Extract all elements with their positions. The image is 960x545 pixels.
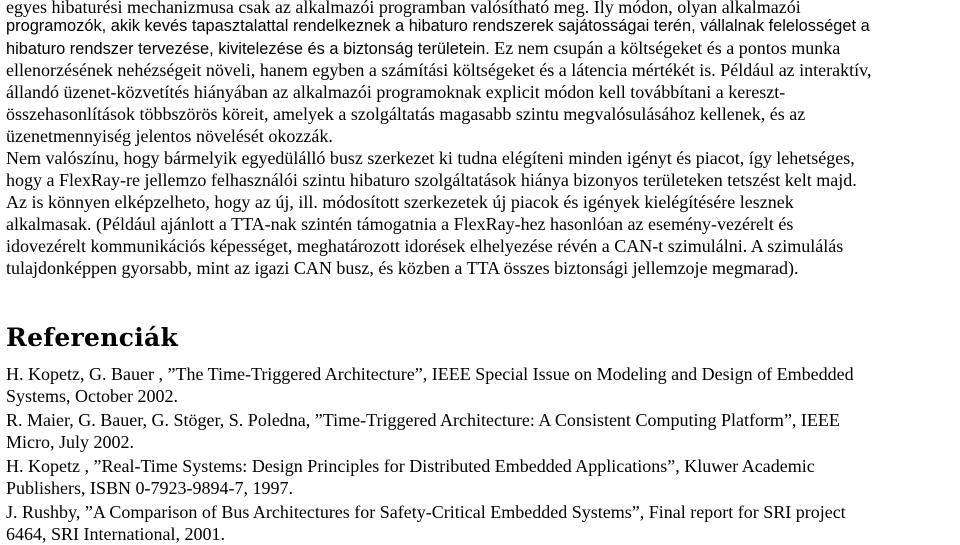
- body-line-7: üzenetmennyiség jelentos növelését okozzák.: [6, 126, 333, 146]
- reference-1-line-2: Systems, October 2002.: [6, 386, 178, 406]
- body-line-13: tulajdonképpen gyorsabb, mint az igazi CAN busz, és közben a TTA összes biztonsági jellemzoje megmarad).: [6, 258, 799, 278]
- body-line-4: ellenorzésének nehézségeit növeli, hanem egyben a számítási költségeket és a látencia mértékét is. Például az interaktív,: [6, 60, 872, 80]
- reference-2-line-1: R. Maier, G. Bauer, G. Stöger, S. Poledna, ”Time-Triggered Architecture: A Consistent Computing Platform”, IEEE: [6, 410, 840, 430]
- body-line-1: egyes hibaturési mechanizmusa csak az alkalmazói programban valósítható meg. Ily módon, olyan alkalmazói: [6, 0, 801, 17]
- reference-3-line-2: Publishers, ISBN 0-7923-9894-7, 1997.: [6, 478, 293, 498]
- reference-2-line-2: Micro, July 2002.: [6, 432, 134, 452]
- body-line-6: összehasonlítások többszörös köreit, amelyek a szolgáltatás magasabb szintu megvalósulásához kellenek, és az: [6, 104, 806, 124]
- body-line-12: idovezérelt kommunikációs képességet, meghatározott idorések elhelyezése révén a CAN-t szimulálni. A szimulálás: [6, 236, 844, 256]
- reference-3-line-1: H. Kopetz , ”Real-Time Systems: Design Principles for Distributed Embedded Applications”, Kluwer Academic: [6, 456, 815, 476]
- body-line-10: Az is könnyen elképzelheto, hogy az új, ill. módosított szerkezetek új piacok és igények kielégítésére lesznek: [6, 192, 794, 212]
- body-line-9: hogy a FlexRay-re jellemzo felhasználói szintu hibaturo szolgáltatások hiánya bizonyos területeken tetszést kelt majd.: [6, 170, 857, 190]
- body-line-3: [6, 37, 840, 59]
- body-line-3-serif: Ez nem csupán a költségeket és a pontos munka: [489, 38, 841, 58]
- body-line-8: Nem valószínu, hogy bármelyik egyedülálló busz szerkezet ki tudna elégíteni minden igényt és piacot, így lehetséges,: [6, 148, 855, 168]
- references-heading: Referenciák: [6, 323, 179, 352]
- body-line-11: alkalmasak. (Például ajánlott a TTA-nak szintén támogatnia a FlexRay-hez hasonlóan az esemény-vezérelt és: [6, 214, 794, 234]
- reference-4-line-1: J. Rushby, ”A Comparison of Bus Architectures for Safety-Critical Embedded Systems”, Final report for SRI project: [6, 502, 846, 522]
- reference-4-line-2: 6464, SRI International, 2001.: [6, 524, 225, 544]
- body-line-3-sans: hibaturo rendszer tervezése, kivitelezése és a biztonság területein.: [6, 40, 490, 58]
- body-line-5: állandó üzenet-közvetítés hiányában az alkalmazói programoknak explicit módon kell továbbítani a kereszt-: [6, 82, 786, 102]
- reference-1-line-1: H. Kopetz, G. Bauer , ”The Time-Triggered Architecture”, IEEE Special Issue on Modeling and Design of Embedded: [6, 364, 854, 384]
- body-line-2: programozók, akik kevés tapasztalattal rendelkeznek a hibaturo rendszerek sajátosságai terén, vállalnak felelosséget a: [6, 17, 870, 35]
